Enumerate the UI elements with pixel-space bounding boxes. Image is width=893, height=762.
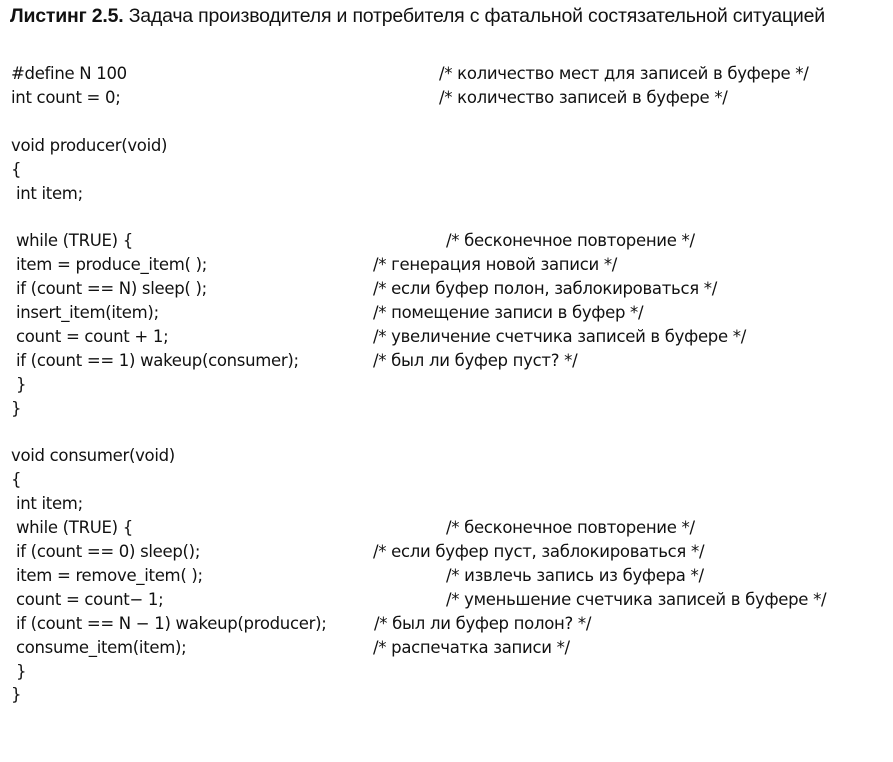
code-line bbox=[11, 86, 891, 110]
code-comment: /* бесконечное повторение */ bbox=[446, 518, 695, 538]
code-comment: /* если буфер пуст, заблокироваться */ bbox=[373, 542, 705, 561]
code-line bbox=[11, 229, 891, 253]
code-line bbox=[11, 683, 891, 707]
code-comment: /* уменьшение счетчика записей в буфере */ bbox=[446, 589, 827, 609]
listing-title: Задача производителя и потребителя с фатальной состязательной ситуацией bbox=[128, 5, 825, 27]
code-statement: void producer(void) bbox=[11, 135, 168, 155]
code-comment: /* извлечь запись из буфера */ bbox=[446, 565, 704, 585]
code-line bbox=[11, 660, 891, 684]
code-line bbox=[11, 636, 891, 660]
code-statement: } bbox=[11, 398, 22, 418]
code-line bbox=[11, 397, 891, 421]
code-statement: int item; bbox=[11, 183, 83, 203]
code-line bbox=[11, 253, 891, 277]
code-statement: if (count == N − 1) wakeup(producer); bbox=[11, 613, 327, 633]
code-statement: if (count == N) sleep( ); bbox=[11, 279, 207, 299]
code-comment: /* был ли буфер пуст? */ bbox=[373, 350, 578, 370]
code-statement: consume_item(item); bbox=[11, 637, 187, 657]
code-comment: /* бесконечное повторение */ bbox=[446, 231, 695, 251]
code-statement: count = count− 1; bbox=[11, 589, 164, 609]
code-line bbox=[11, 373, 891, 397]
code-line bbox=[11, 325, 891, 349]
code-line bbox=[11, 492, 891, 516]
code-line bbox=[11, 182, 891, 206]
code-line bbox=[11, 205, 891, 229]
code-line bbox=[11, 421, 891, 445]
code-line bbox=[11, 110, 891, 134]
code-line bbox=[11, 612, 891, 636]
code-line bbox=[11, 564, 891, 588]
code-line bbox=[11, 277, 891, 301]
code-statement: while (TRUE) { bbox=[11, 518, 133, 538]
code-line bbox=[11, 468, 891, 492]
code-line bbox=[11, 444, 891, 468]
listing-caption bbox=[10, 2, 890, 30]
code-line bbox=[11, 62, 891, 86]
code-statement: insert_item(item); bbox=[11, 303, 159, 322]
code-statement: } bbox=[11, 661, 27, 681]
code-comment: /* количество записей в буфере */ bbox=[439, 87, 728, 107]
code-line bbox=[11, 134, 891, 158]
code-statement: if (count == 1) wakeup(consumer); bbox=[11, 350, 299, 370]
listing-label: Листинг 2.5. bbox=[10, 5, 124, 27]
code-line bbox=[11, 349, 891, 373]
code-line bbox=[11, 516, 891, 540]
code-statement: int count = 0; bbox=[11, 87, 121, 107]
code-comment: /* если буфер полон, заблокироваться */ bbox=[373, 279, 717, 299]
code-statement: if (count == 0) sleep(); bbox=[11, 542, 201, 561]
code-statement: { bbox=[11, 470, 22, 490]
code-statement: { bbox=[11, 159, 22, 179]
code-line bbox=[11, 158, 891, 182]
code-comment: /* генерация новой записи */ bbox=[373, 255, 618, 275]
code-statement: item = produce_item( ); bbox=[11, 255, 207, 275]
code-comment: /* распечатка записи */ bbox=[373, 637, 570, 657]
code-statement: } bbox=[11, 685, 22, 705]
code-statement: while (TRUE) { bbox=[11, 231, 133, 251]
code-statement: int item; bbox=[11, 494, 83, 514]
code-statement: } bbox=[11, 374, 27, 394]
code-line bbox=[11, 301, 891, 325]
code-line bbox=[11, 588, 891, 612]
code-comment: /* количество мест для записей в буфере */ bbox=[439, 64, 809, 83]
code-statement: item = remove_item( ); bbox=[11, 565, 203, 585]
code-line bbox=[11, 540, 891, 564]
code-statement: count = count + 1; bbox=[11, 326, 169, 346]
code-comment: /* увеличение счетчика записей в буфере */ bbox=[373, 326, 746, 346]
code-statement: void consumer(void) bbox=[11, 446, 175, 466]
code-comment: /* был ли буфер полон? */ bbox=[374, 613, 592, 633]
code-statement: #define N 100 bbox=[11, 64, 127, 83]
code-comment: /* помещение записи в буфер */ bbox=[373, 303, 644, 322]
